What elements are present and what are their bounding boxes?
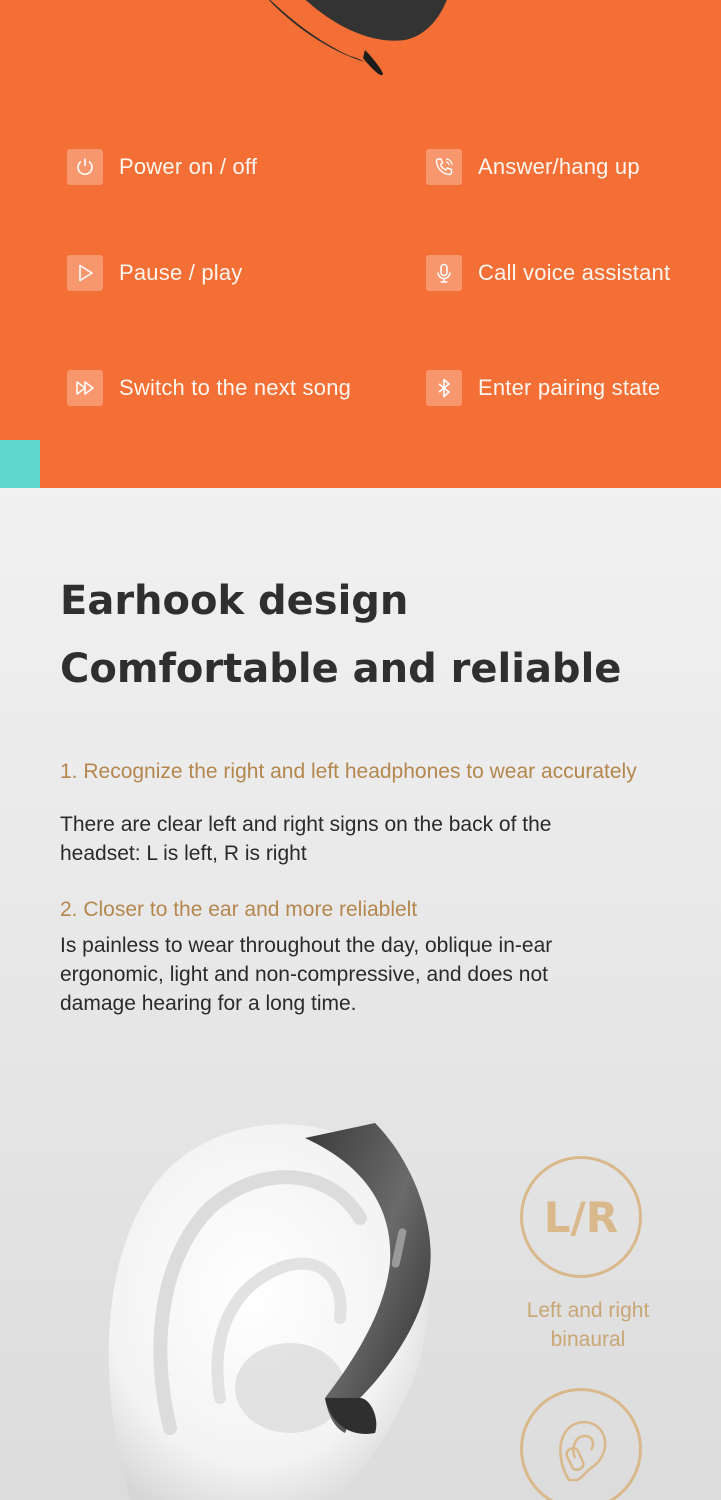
lr-badge-text: L/R: [543, 1192, 619, 1242]
control-label: Call voice assistant: [478, 260, 671, 285]
control-label: Answer/hang up: [478, 154, 640, 179]
point-1-title: 1. Recognize the right and left headphones to wear accurately: [60, 760, 637, 783]
control-label: Pause / play: [119, 260, 243, 285]
bluetooth-icon: [426, 370, 462, 406]
point-2-title: 2. Closer to the ear and more reliablelt: [60, 898, 418, 921]
earbud-image: [255, 0, 455, 90]
control-play: [67, 255, 242, 291]
control-power: [67, 149, 257, 185]
control-voice-assistant: [426, 255, 670, 291]
lr-badge-caption: Left and right binaural: [526, 1299, 650, 1351]
next-track-icon: [67, 370, 103, 406]
control-label: Power on / off: [119, 154, 258, 179]
earhook-section: [0, 488, 721, 1500]
point-1-body: There are clear left and right signs on the back of the headset: L is left, R is right: [60, 813, 552, 865]
microphone-icon: [426, 255, 462, 291]
control-answer: [426, 149, 640, 185]
decorative-corner: [0, 440, 40, 490]
point-2-body: Is painless to wear throughout the day, oblique in-ear ergonomic, light and non-compressive, and does not damage hearing for a long time.: [60, 934, 553, 1015]
phone-icon: [426, 149, 462, 185]
ear-badge: [520, 1388, 642, 1500]
control-label: Switch to the next song: [119, 375, 352, 400]
headline-earhook: Earhook design: [60, 578, 409, 624]
controls-panel: [0, 0, 721, 488]
ear-illustration: [90, 1098, 490, 1500]
control-label: Enter pairing state: [478, 375, 661, 400]
headline-comfort: Comfortable and reliable: [60, 646, 622, 692]
control-pairing: [426, 370, 660, 406]
ear-icon: [551, 1414, 611, 1484]
play-icon: [67, 255, 103, 291]
control-next-song: [67, 370, 351, 406]
power-icon: [67, 149, 103, 185]
lr-badge: [520, 1156, 642, 1278]
